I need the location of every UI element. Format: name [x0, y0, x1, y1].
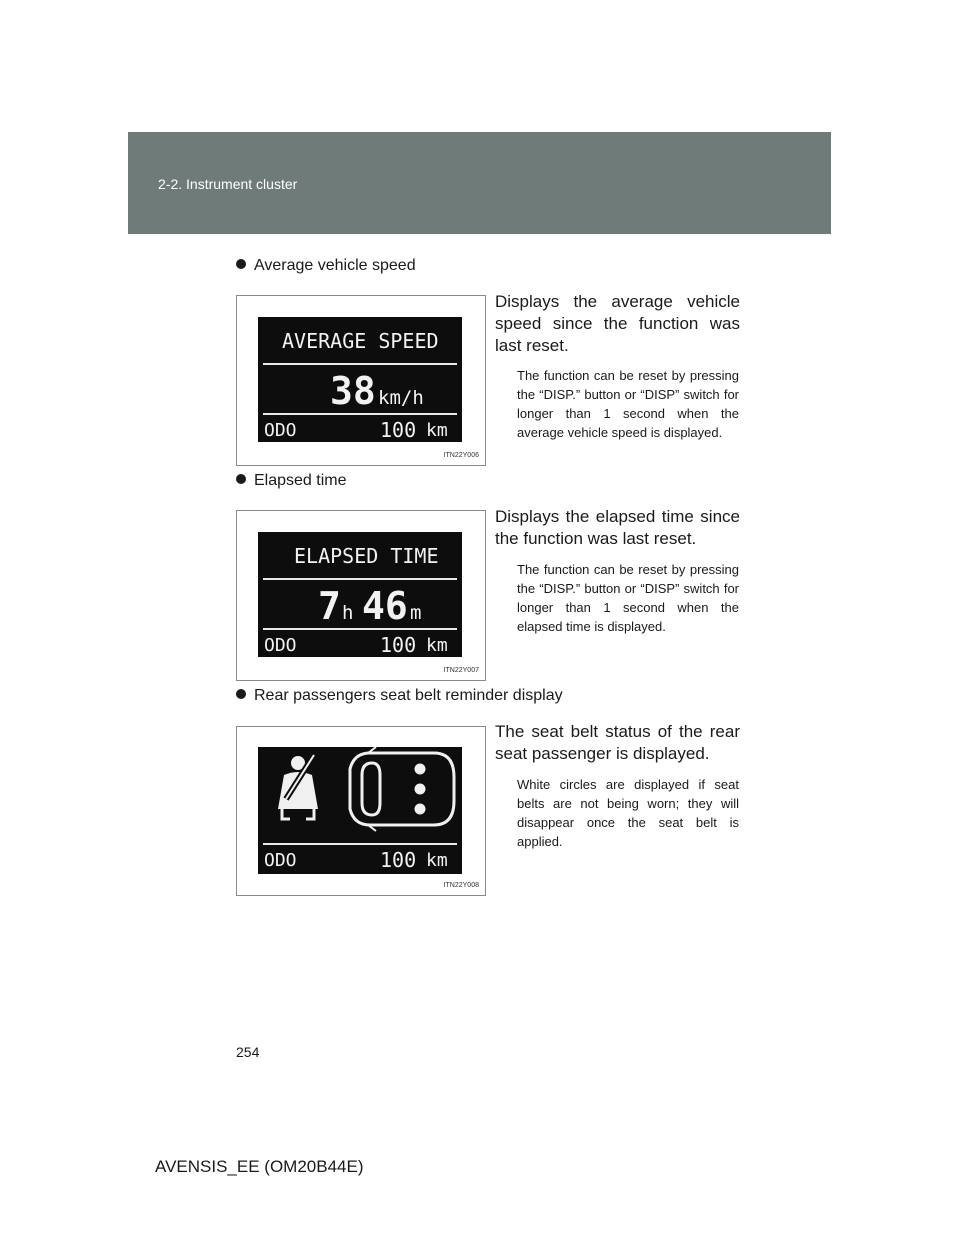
bullet-seatbelt-reminder: Rear passengers seat belt reminder display [236, 687, 563, 705]
figure-average-speed [236, 295, 486, 466]
figure-elapsed-time [236, 510, 486, 681]
display-divider [263, 413, 457, 415]
display-divider [263, 628, 457, 630]
odo-unit: km [426, 850, 448, 871]
figure-code: ITN22Y006 [443, 452, 479, 459]
bullet-icon [236, 474, 246, 484]
minutes-unit: m [410, 602, 422, 624]
bullet-icon [236, 259, 246, 269]
page-number: 254 [236, 1044, 260, 1060]
hours-value: 7 [318, 584, 341, 628]
hours-unit: h [342, 602, 354, 624]
footer-model-code: AVENSIS_EE (OM20B44E) [155, 1157, 364, 1176]
display-screen [258, 532, 462, 657]
odo-value: 100 [380, 848, 417, 872]
note-text: White circles are displayed if seat belts are not being worn; they will disappear once the seat belt is applied. [517, 777, 739, 849]
odo-unit: km [426, 635, 448, 656]
lead-text: Displays the average vehicle speed since the function was last reset. [495, 292, 740, 355]
display-divider [263, 843, 457, 845]
display-title: ELAPSED TIME [294, 544, 439, 568]
odo-unit: km [426, 420, 448, 441]
odo-value: 100 [380, 633, 417, 657]
speed-value: 38 [330, 369, 376, 413]
note-text: The function can be reset by pressing the “DISP.” button or “DISP” switch for longer than 1 second when the average vehicle speed is displayed. [517, 368, 739, 440]
speed-unit: km/h [378, 387, 424, 409]
figure-code: ITN22Y007 [443, 667, 479, 674]
section-title: 2-2. Instrument cluster [158, 176, 298, 192]
bullet-icon [236, 689, 246, 699]
lead-text: Displays the elapsed time since the function was last reset. [495, 507, 740, 548]
note-text: The function can be reset by pressing the “DISP.” button or “DISP” switch for longer than 1 second when the elapsed time is displayed. [517, 562, 739, 634]
figure-code: ITN22Y008 [443, 882, 479, 889]
display-title: AVERAGE SPEED [282, 329, 439, 353]
section-header [128, 132, 831, 234]
odo-value: 100 [380, 418, 417, 442]
lead-text: The seat belt status of the rear seat passenger is displayed. [495, 722, 740, 763]
display-screen [258, 317, 462, 442]
seatbelt-icon [258, 747, 462, 837]
odo-label: ODO [264, 420, 297, 441]
bullet-elapsed-time: Elapsed time [236, 472, 347, 490]
bullet-average-speed: Average vehicle speed [236, 257, 416, 275]
display-screen [258, 747, 462, 874]
odo-label: ODO [264, 850, 297, 871]
figure-seatbelt-reminder [236, 726, 486, 896]
minutes-value: 46 [362, 584, 408, 628]
display-divider [263, 363, 457, 365]
display-divider [263, 578, 457, 580]
odo-label: ODO [264, 635, 297, 656]
